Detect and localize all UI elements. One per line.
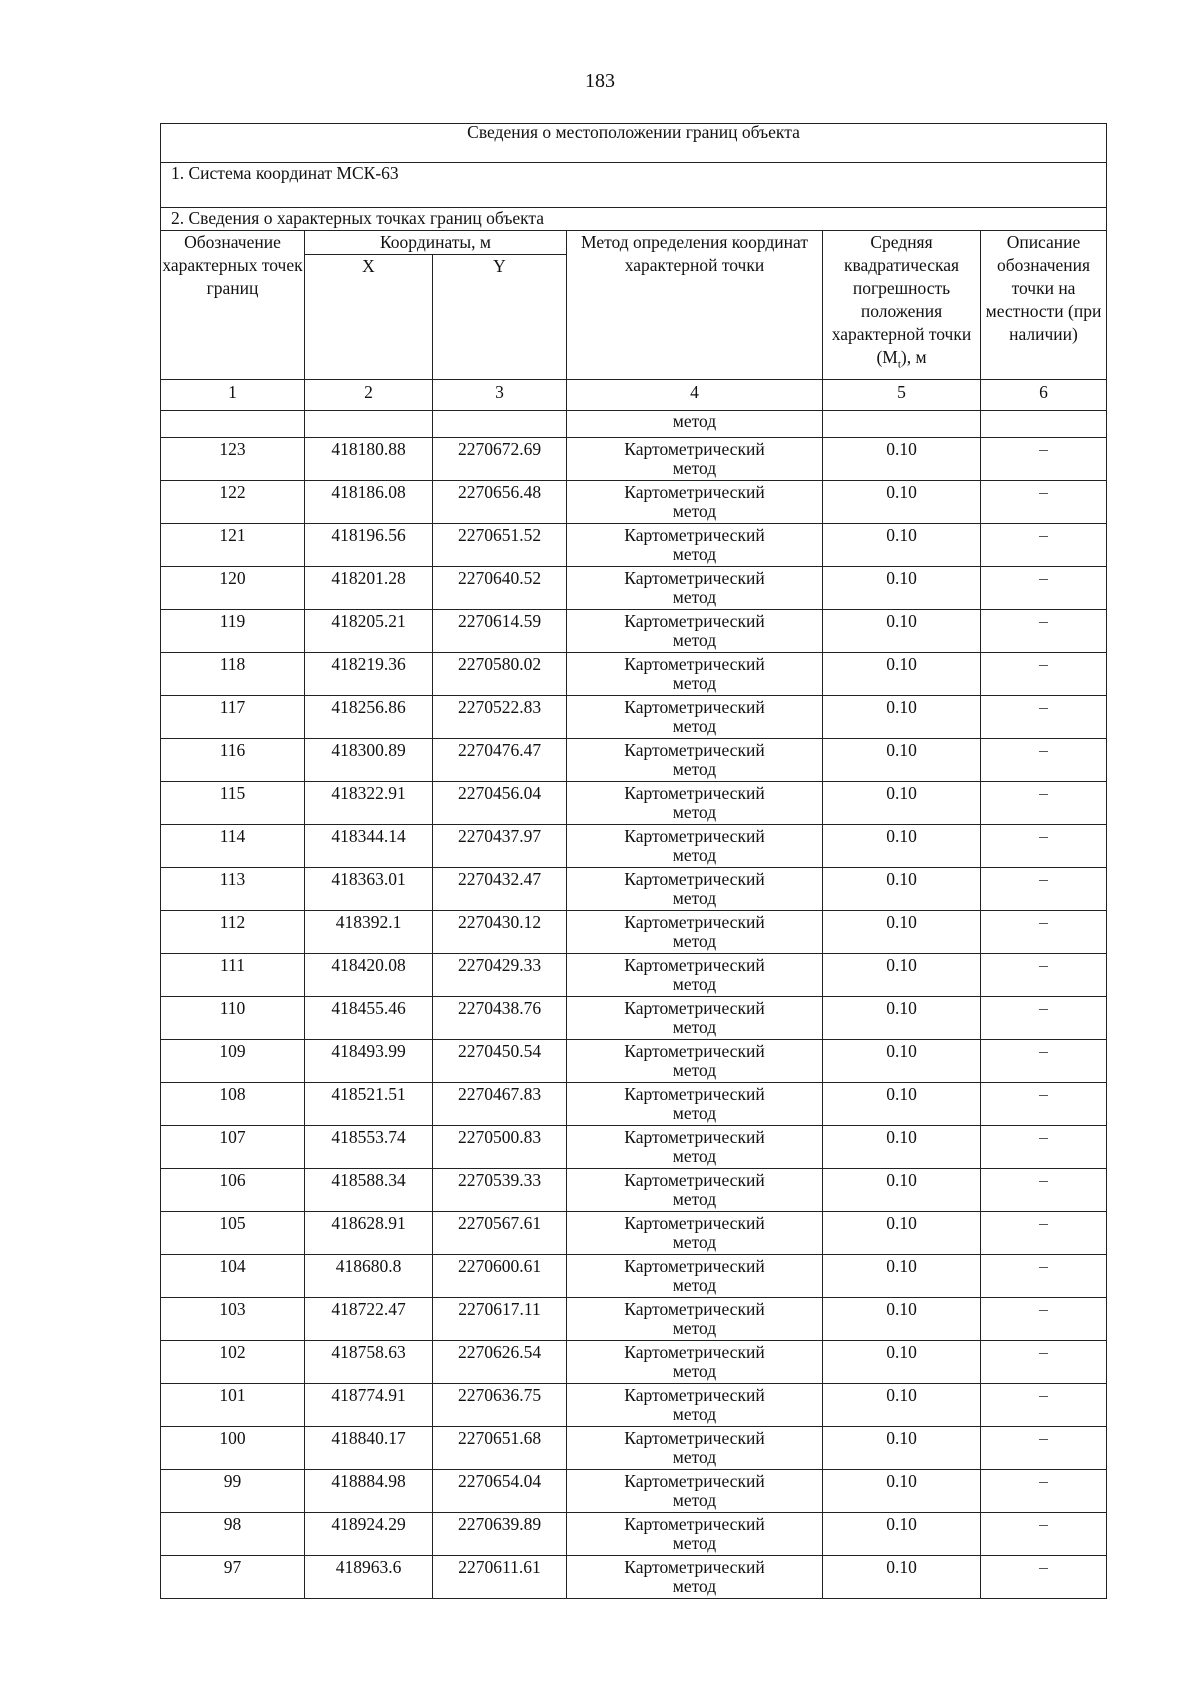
method-cell <box>567 1341 823 1384</box>
column-number: 1 <box>161 380 305 411</box>
error-cell: 0.10 <box>823 911 981 954</box>
x-coordinate-cell: 418553.74 <box>305 1126 433 1169</box>
error-cell: 0.10 <box>823 1298 981 1341</box>
point-number-cell: 114 <box>161 825 305 868</box>
error-cell: 0.10 <box>823 1427 981 1470</box>
method-cell <box>567 610 823 653</box>
y-coordinate-cell: 2270430.12 <box>433 911 567 954</box>
method-line-1: Картометрический <box>624 1342 765 1362</box>
x-coordinate-cell: 418722.47 <box>305 1298 433 1341</box>
header-description: Описание обозначения точки на местности (при наличии) <box>981 231 1107 380</box>
description-cell: – <box>981 1384 1107 1427</box>
y-coordinate-cell: 2270522.83 <box>433 696 567 739</box>
x-coordinate-cell: 418924.29 <box>305 1513 433 1556</box>
y-coordinate-cell: 2270651.52 <box>433 524 567 567</box>
point-number-cell: 110 <box>161 997 305 1040</box>
method-cell <box>567 567 823 610</box>
description-cell: – <box>981 911 1107 954</box>
y-coordinate-cell: 2270450.54 <box>433 1040 567 1083</box>
y-coordinate-cell: 2270636.75 <box>433 1384 567 1427</box>
y-coordinate-cell: 2270651.68 <box>433 1427 567 1470</box>
column-number: 4 <box>567 380 823 411</box>
y-coordinate-cell: 2270437.97 <box>433 825 567 868</box>
error-cell: 0.10 <box>823 653 981 696</box>
y-coordinate-cell: 2270567.61 <box>433 1212 567 1255</box>
description-cell: – <box>981 438 1107 481</box>
error-cell: 0.10 <box>823 1341 981 1384</box>
table-row <box>161 1255 1107 1298</box>
method-line-2: метод <box>672 931 717 951</box>
x-coordinate-cell: 418363.01 <box>305 868 433 911</box>
table-row <box>161 782 1107 825</box>
method-cell <box>567 954 823 997</box>
error-cell: 0.10 <box>823 567 981 610</box>
description-cell: – <box>981 1169 1107 1212</box>
description-cell: – <box>981 567 1107 610</box>
description-cell: – <box>981 653 1107 696</box>
method-cell <box>567 1513 823 1556</box>
point-number-cell: 103 <box>161 1298 305 1341</box>
error-cell: 0.10 <box>823 1384 981 1427</box>
table-row <box>161 825 1107 868</box>
x-coordinate-cell: 418344.14 <box>305 825 433 868</box>
table-row <box>161 696 1107 739</box>
point-number-cell: 107 <box>161 1126 305 1169</box>
method-line-2: метод <box>672 1576 717 1596</box>
error-cell: 0.10 <box>823 696 981 739</box>
point-number-cell: 120 <box>161 567 305 610</box>
method-line-2: метод <box>672 974 717 994</box>
header-method: Метод определения координат характерной точки <box>567 231 823 380</box>
method-line-1: Картометрический <box>624 1170 765 1190</box>
method-line-1: Картометрический <box>624 1299 765 1319</box>
method-line-1: Картометрический <box>624 1385 765 1405</box>
continued-method: метод <box>567 411 823 438</box>
y-coordinate-cell: 2270476.47 <box>433 739 567 782</box>
description-cell: – <box>981 825 1107 868</box>
description-cell: – <box>981 1513 1107 1556</box>
method-line-2: метод <box>672 458 717 478</box>
table-row <box>161 653 1107 696</box>
continued-row <box>161 411 1107 438</box>
description-cell: – <box>981 997 1107 1040</box>
method-line-1: Картометрический <box>624 1084 765 1104</box>
x-coordinate-cell: 418300.89 <box>305 739 433 782</box>
description-cell: – <box>981 1427 1107 1470</box>
method-line-2: метод <box>672 1361 717 1381</box>
y-coordinate-cell: 2270654.04 <box>433 1470 567 1513</box>
description-cell: – <box>981 1556 1107 1599</box>
method-line-2: метод <box>672 1017 717 1037</box>
description-cell: – <box>981 1040 1107 1083</box>
method-line-2: метод <box>672 1060 717 1080</box>
method-cell <box>567 868 823 911</box>
table-row <box>161 481 1107 524</box>
method-cell <box>567 1212 823 1255</box>
description-cell: – <box>981 524 1107 567</box>
y-coordinate-cell: 2270626.54 <box>433 1341 567 1384</box>
point-number-cell: 121 <box>161 524 305 567</box>
method-line-1: Картометрический <box>624 525 765 545</box>
method-line-1: Картометрический <box>624 439 765 459</box>
x-coordinate-cell: 418322.91 <box>305 782 433 825</box>
point-number-cell: 116 <box>161 739 305 782</box>
header-point-designation: Обозначение характерных точек границ <box>161 231 305 380</box>
error-cell: 0.10 <box>823 1083 981 1126</box>
x-coordinate-cell: 418628.91 <box>305 1212 433 1255</box>
method-line-1: Картометрический <box>624 1213 765 1233</box>
method-line-2: метод <box>672 1103 717 1123</box>
y-coordinate-cell: 2270580.02 <box>433 653 567 696</box>
error-cell: 0.10 <box>823 1126 981 1169</box>
description-cell: – <box>981 1255 1107 1298</box>
description-cell: – <box>981 954 1107 997</box>
method-line-1: Картометрический <box>624 1127 765 1147</box>
method-line-2: метод <box>672 1146 717 1166</box>
method-line-1: Картометрический <box>624 869 765 889</box>
error-cell: 0.10 <box>823 1556 981 1599</box>
table-row <box>161 1427 1107 1470</box>
error-cell: 0.10 <box>823 1255 981 1298</box>
x-coordinate-cell: 418201.28 <box>305 567 433 610</box>
column-number: 6 <box>981 380 1107 411</box>
error-cell: 0.10 <box>823 997 981 1040</box>
error-cell: 0.10 <box>823 1513 981 1556</box>
method-line-1: Картометрический <box>624 568 765 588</box>
y-coordinate-cell: 2270640.52 <box>433 567 567 610</box>
point-number-cell: 119 <box>161 610 305 653</box>
y-coordinate-cell: 2270438.76 <box>433 997 567 1040</box>
x-coordinate-cell: 418680.8 <box>305 1255 433 1298</box>
column-number: 5 <box>823 380 981 411</box>
method-cell <box>567 1298 823 1341</box>
x-coordinate-cell: 418186.08 <box>305 481 433 524</box>
method-line-2: метод <box>672 802 717 822</box>
method-line-2: метод <box>672 587 717 607</box>
method-cell <box>567 825 823 868</box>
x-coordinate-cell: 418196.56 <box>305 524 433 567</box>
method-line-1: Картометрический <box>624 1256 765 1276</box>
method-line-2: метод <box>672 1275 717 1295</box>
y-coordinate-cell: 2270611.61 <box>433 1556 567 1599</box>
x-coordinate-cell: 418420.08 <box>305 954 433 997</box>
error-cell: 0.10 <box>823 954 981 997</box>
y-coordinate-cell: 2270672.69 <box>433 438 567 481</box>
point-number-cell: 109 <box>161 1040 305 1083</box>
y-coordinate-cell: 2270429.33 <box>433 954 567 997</box>
section-title: 2. Сведения о характерных точках границ объекта <box>161 208 1107 231</box>
x-coordinate-cell: 418180.88 <box>305 438 433 481</box>
method-line-2: метод <box>672 1533 717 1553</box>
method-line-2: метод <box>672 845 717 865</box>
description-cell: – <box>981 1298 1107 1341</box>
description-cell: – <box>981 739 1107 782</box>
x-coordinate-cell: 418392.1 <box>305 911 433 954</box>
method-cell <box>567 1255 823 1298</box>
method-line-1: Картометрический <box>624 1514 765 1534</box>
method-line-2: метод <box>672 544 717 564</box>
method-line-2: метод <box>672 1490 717 1510</box>
method-cell <box>567 653 823 696</box>
y-coordinate-cell: 2270614.59 <box>433 610 567 653</box>
table-row <box>161 1556 1107 1599</box>
method-line-2: метод <box>672 1318 717 1338</box>
table-row <box>161 610 1107 653</box>
error-cell: 0.10 <box>823 1470 981 1513</box>
boundary-points-table <box>160 123 1107 1599</box>
y-coordinate-cell: 2270539.33 <box>433 1169 567 1212</box>
method-line-2: метод <box>672 888 717 908</box>
error-cell: 0.10 <box>823 610 981 653</box>
method-line-2: метод <box>672 716 717 736</box>
point-number-cell: 97 <box>161 1556 305 1599</box>
error-cell: 0.10 <box>823 1169 981 1212</box>
x-coordinate-cell: 418963.6 <box>305 1556 433 1599</box>
y-coordinate-cell: 2270432.47 <box>433 868 567 911</box>
description-cell: – <box>981 696 1107 739</box>
point-number-cell: 115 <box>161 782 305 825</box>
table-row <box>161 1169 1107 1212</box>
y-coordinate-cell: 2270467.83 <box>433 1083 567 1126</box>
error-cell: 0.10 <box>823 481 981 524</box>
y-coordinate-cell: 2270456.04 <box>433 782 567 825</box>
table-row <box>161 1341 1107 1384</box>
error-cell: 0.10 <box>823 739 981 782</box>
y-coordinate-cell: 2270500.83 <box>433 1126 567 1169</box>
method-cell <box>567 1427 823 1470</box>
method-line-1: Картометрический <box>624 740 765 760</box>
method-line-1: Картометрический <box>624 1557 765 1577</box>
method-cell <box>567 1384 823 1427</box>
column-number: 2 <box>305 380 433 411</box>
method-line-2: метод <box>672 501 717 521</box>
point-number-cell: 111 <box>161 954 305 997</box>
description-cell: – <box>981 1126 1107 1169</box>
x-coordinate-cell: 418521.51 <box>305 1083 433 1126</box>
table-row <box>161 524 1107 567</box>
x-coordinate-cell: 418256.86 <box>305 696 433 739</box>
method-line-1: Картометрический <box>624 697 765 717</box>
x-coordinate-cell: 418884.98 <box>305 1470 433 1513</box>
table-title: Сведения о местоположении границ объекта <box>161 124 1107 163</box>
table-row <box>161 1298 1107 1341</box>
point-number-cell: 122 <box>161 481 305 524</box>
table-row <box>161 567 1107 610</box>
description-cell: – <box>981 1083 1107 1126</box>
method-cell <box>567 1470 823 1513</box>
description-cell: – <box>981 481 1107 524</box>
method-line-1: Картометрический <box>624 611 765 631</box>
method-line-1: Картометрический <box>624 998 765 1018</box>
table-row <box>161 911 1107 954</box>
description-cell: – <box>981 1470 1107 1513</box>
method-line-1: Картометрический <box>624 482 765 502</box>
description-cell: – <box>981 1341 1107 1384</box>
point-number-cell: 101 <box>161 1384 305 1427</box>
header-coordinates: Координаты, м <box>305 231 567 255</box>
x-coordinate-cell: 418205.21 <box>305 610 433 653</box>
point-number-cell: 117 <box>161 696 305 739</box>
method-cell <box>567 739 823 782</box>
table-row <box>161 739 1107 782</box>
point-number-cell: 106 <box>161 1169 305 1212</box>
header-y: Y <box>433 255 567 380</box>
point-number-cell: 102 <box>161 1341 305 1384</box>
description-cell: – <box>981 1212 1107 1255</box>
method-line-1: Картометрический <box>624 826 765 846</box>
table-row <box>161 1126 1107 1169</box>
method-cell <box>567 1169 823 1212</box>
point-number-cell: 118 <box>161 653 305 696</box>
table-row <box>161 868 1107 911</box>
point-number-cell: 123 <box>161 438 305 481</box>
method-line-1: Картометрический <box>624 1471 765 1491</box>
error-cell: 0.10 <box>823 438 981 481</box>
method-line-2: метод <box>672 1189 717 1209</box>
method-line-2: метод <box>672 1447 717 1467</box>
method-cell <box>567 696 823 739</box>
x-coordinate-cell: 418493.99 <box>305 1040 433 1083</box>
description-cell: – <box>981 782 1107 825</box>
x-coordinate-cell: 418455.46 <box>305 997 433 1040</box>
table-row <box>161 1040 1107 1083</box>
point-number-cell: 99 <box>161 1470 305 1513</box>
method-cell <box>567 997 823 1040</box>
point-number-cell: 105 <box>161 1212 305 1255</box>
error-cell: 0.10 <box>823 825 981 868</box>
method-line-1: Картометрический <box>624 1428 765 1448</box>
x-coordinate-cell: 418588.34 <box>305 1169 433 1212</box>
method-cell <box>567 524 823 567</box>
method-cell <box>567 1556 823 1599</box>
table-row <box>161 1384 1107 1427</box>
method-line-2: метод <box>672 1404 717 1424</box>
x-coordinate-cell: 418219.36 <box>305 653 433 696</box>
method-cell <box>567 911 823 954</box>
method-cell <box>567 782 823 825</box>
method-cell <box>567 438 823 481</box>
header-x: X <box>305 255 433 380</box>
y-coordinate-cell: 2270639.89 <box>433 1513 567 1556</box>
point-number-cell: 112 <box>161 911 305 954</box>
method-line-2: метод <box>672 630 717 650</box>
y-coordinate-cell: 2270617.11 <box>433 1298 567 1341</box>
method-cell <box>567 1083 823 1126</box>
method-line-2: метод <box>672 673 717 693</box>
table-row <box>161 1470 1107 1513</box>
coordinate-system: 1. Система координат МСК-63 <box>161 163 1107 208</box>
point-number-cell: 104 <box>161 1255 305 1298</box>
error-cell: 0.10 <box>823 524 981 567</box>
point-number-cell: 108 <box>161 1083 305 1126</box>
error-cell: 0.10 <box>823 868 981 911</box>
method-line-1: Картометрический <box>624 955 765 975</box>
table-row <box>161 997 1107 1040</box>
table-row <box>161 1083 1107 1126</box>
table-row <box>161 1513 1107 1556</box>
point-number-cell: 100 <box>161 1427 305 1470</box>
point-number-cell: 113 <box>161 868 305 911</box>
error-cell: 0.10 <box>823 1212 981 1255</box>
error-cell: 0.10 <box>823 782 981 825</box>
method-cell <box>567 481 823 524</box>
method-line-2: метод <box>672 759 717 779</box>
method-line-1: Картометрический <box>624 1041 765 1061</box>
x-coordinate-cell: 418774.91 <box>305 1384 433 1427</box>
method-line-1: Картометрический <box>624 654 765 674</box>
method-cell <box>567 1126 823 1169</box>
method-cell <box>567 1040 823 1083</box>
method-line-1: Картометрический <box>624 783 765 803</box>
description-cell: – <box>981 868 1107 911</box>
method-line-2: метод <box>672 1232 717 1252</box>
column-number: 3 <box>433 380 567 411</box>
table-row <box>161 954 1107 997</box>
x-coordinate-cell: 418840.17 <box>305 1427 433 1470</box>
y-coordinate-cell: 2270656.48 <box>433 481 567 524</box>
table-row <box>161 438 1107 481</box>
x-coordinate-cell: 418758.63 <box>305 1341 433 1384</box>
y-coordinate-cell: 2270600.61 <box>433 1255 567 1298</box>
error-cell: 0.10 <box>823 1040 981 1083</box>
header-error: Средняя квадратическая погрешность положения характерной точки $(M_t)$, м <box>823 231 981 380</box>
point-number-cell: 98 <box>161 1513 305 1556</box>
table-row <box>161 1212 1107 1255</box>
page-number: 183 <box>585 70 615 92</box>
description-cell: – <box>981 610 1107 653</box>
method-line-1: Картометрический <box>624 912 765 932</box>
